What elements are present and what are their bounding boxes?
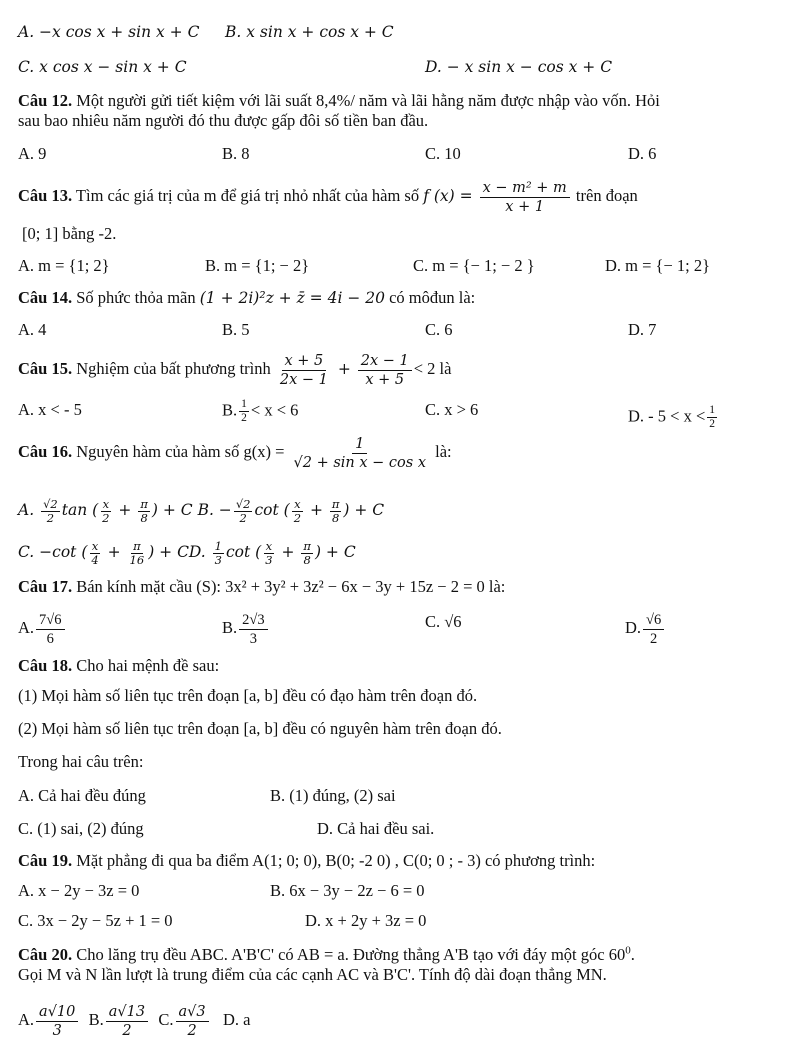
question-20	[18, 945, 635, 965]
prev-option-b: B. x sin x + cos x + C	[225, 23, 394, 41]
option-b: B. 5	[222, 320, 250, 339]
option-b-label: B.	[88, 1010, 104, 1029]
fraction	[263, 540, 274, 567]
question-label: Câu 17.	[18, 577, 73, 596]
denominator: 2	[650, 630, 658, 647]
question-text: Nghiệm của bất phương trình	[72, 359, 275, 378]
numerator: 7√6	[36, 611, 64, 630]
denominator: 6	[46, 630, 54, 647]
fraction	[643, 611, 664, 648]
question-text: Số phức thỏa mãn	[72, 288, 200, 307]
inequality-sign: < 2	[413, 359, 436, 378]
option-b: B. m = {1; − 2}	[205, 256, 310, 275]
denominator: 2	[187, 1022, 197, 1039]
question-label: Câu 20.	[18, 945, 73, 964]
question-13	[18, 178, 638, 216]
option-a: A. x − 2y − 3z = 0	[18, 881, 140, 900]
statement-2: (2) Mọi hàm số liên tục trên đoạn [a, b] đều có nguyên hàm trên đoạn đó.	[18, 719, 502, 738]
statement-1: (1) Mọi hàm số liên tục trên đoạn [a, b] đều có đạo hàm trên đoạn đó.	[18, 686, 478, 705]
statement-prompt: Trong hai câu trên:	[18, 752, 144, 771]
equation: (1 + 2i)²z + z̄ = 4i − 20	[199, 289, 385, 307]
fraction	[41, 498, 60, 525]
option-d: D. Cả hai đều sai.	[317, 819, 435, 838]
fraction	[138, 498, 150, 525]
question-label: Câu 18.	[18, 656, 73, 675]
option-a: A. 4	[18, 320, 47, 339]
question-text-end: .	[630, 945, 635, 964]
question-18	[18, 656, 219, 676]
question-16	[18, 432, 452, 472]
denominator: x + 1	[505, 198, 545, 215]
option-a-label: A.	[18, 1010, 35, 1029]
degree-superscript: 0	[625, 944, 631, 957]
numerator: x	[294, 496, 301, 511]
question-label: Câu 12.	[18, 91, 73, 110]
denominator: 4	[91, 552, 99, 567]
option-a-b-line: A. $\frac{√2}{2}$ tan ( $\frac{x}{2}$ + $\frac{\pi}{8}$ ) + C B. − $\frac{√2}{2}$ cot ( $\frac{x}{2}$ + $\frac{\pi}{8}$ ) + C	[18, 496, 385, 525]
denominator: 8	[331, 510, 340, 525]
prev-option-c: C. x cos x − sin x + C	[18, 58, 187, 76]
numerator: a√13	[106, 1003, 148, 1022]
option-text: ) + CD.	[148, 543, 211, 561]
fraction	[128, 540, 147, 567]
option-c-label: C.	[158, 1010, 174, 1029]
question-label: Câu 19.	[18, 851, 73, 870]
prev-option-a: A. −x cos x + sin x + C	[18, 23, 200, 41]
option-d: D. 7	[628, 320, 657, 339]
fraction	[106, 1003, 148, 1040]
question-14	[18, 288, 475, 308]
option-label: B.	[222, 618, 238, 637]
option-label: A.	[18, 501, 40, 519]
option-b: B. 6x − 3y − 2z − 6 = 0	[270, 881, 425, 900]
question-12	[18, 91, 660, 111]
option-a	[18, 608, 67, 648]
numerator: 1	[241, 398, 247, 410]
denominator: 8	[303, 552, 311, 567]
question-text-tail: trên đoạn	[571, 186, 638, 205]
numerator: x	[102, 496, 110, 511]
denominator: 2	[241, 412, 247, 424]
fraction	[234, 498, 253, 525]
fraction	[480, 179, 570, 216]
fraction	[330, 498, 342, 525]
denominator: x + 5	[365, 371, 405, 388]
question-text: Một người gửi tiết kiệm với lãi suất 8,4%/ năm và lãi hằng năm được nhập vào vốn. Hỏi	[72, 91, 660, 110]
fraction	[36, 611, 64, 648]
option-text: C. −cot (	[18, 543, 88, 561]
option-a: A. 9	[18, 144, 47, 163]
denominator: √2 + sin x − cos x	[293, 454, 426, 471]
option-d: D. a	[223, 1010, 251, 1029]
fraction	[301, 540, 313, 567]
numerator: π	[140, 496, 148, 511]
option-b: B. (1) đúng, (2) sai	[270, 786, 396, 805]
option-b	[222, 608, 270, 648]
fraction	[176, 1003, 209, 1040]
question-text: Tìm các giá trị của m để giá trị nhỏ nhất của hàm số	[72, 186, 424, 205]
option-text: tan (	[61, 501, 99, 519]
option-text: < x < 6	[250, 400, 299, 420]
fraction	[36, 1003, 78, 1040]
option-d	[628, 404, 719, 431]
option-a: A. x < - 5	[18, 400, 82, 419]
option-c-d-line: C. −cot ( $\frac{x}{4}$ + $\frac{\pi}{16}$ ) + CD. $\frac{1}{3}$ cot ( $\frac{x}{3}$ + $\frac{\pi}{8}$ ) + C	[18, 538, 356, 567]
denominator: 2	[102, 510, 110, 525]
denominator: 3	[249, 630, 257, 647]
question-text: Mặt phẳng đi qua ba điểm A(1; 0; 0), B(0; -2 0) , C(0; 0 ; - 3) có phương trình:	[72, 851, 596, 870]
denominator: 2x − 1	[279, 371, 328, 388]
numerator: √2	[235, 496, 251, 511]
numerator: 2x − 1	[358, 352, 412, 371]
fraction	[239, 611, 267, 648]
fraction	[292, 498, 303, 525]
denominator: 2	[46, 510, 55, 525]
denominator: 16	[129, 552, 145, 567]
option-c: C. m = {− 1; − 2 }	[413, 256, 535, 275]
numerator: 1	[352, 435, 367, 454]
option-label: B.	[222, 400, 238, 420]
question-text: Nguyên hàm của hàm số g(x) =	[72, 442, 289, 461]
option-label: A.	[18, 618, 35, 637]
question-20-line2: Gọi M và N lần lượt là trung điểm của các cạnh AC và B'C'. Tính độ dài đoạn thẳng MN.	[18, 965, 607, 984]
question-text: Cho hai mệnh đề sau:	[72, 656, 220, 675]
numerator: x + 5	[282, 352, 327, 371]
option-d	[625, 608, 666, 648]
numerator: 2√3	[239, 611, 267, 630]
option-text: ) + C	[314, 543, 356, 561]
numerator: x	[91, 538, 99, 553]
denominator: 2	[293, 510, 302, 525]
options-line	[18, 1000, 251, 1040]
question-12-line2: sau bao nhiêu năm người đó thu được gấp đôi số tiền ban đầu.	[18, 111, 429, 130]
question-label: Câu 16.	[18, 442, 73, 461]
option-b: B. 8	[222, 144, 250, 163]
option-a: A. Cả hai đều đúng	[18, 786, 146, 805]
numerator: 1	[709, 404, 716, 416]
option-d: D. m = {− 1; 2}	[605, 256, 711, 275]
fraction	[89, 540, 100, 567]
denominator: 3	[214, 552, 222, 567]
question-text: Cho lăng trụ đều ABC. A'B'C' có AB = a. Đường thẳng A'B tạo với đáy một góc 60	[72, 945, 626, 964]
fraction	[707, 404, 717, 431]
numerator: 1	[214, 538, 222, 553]
question-17	[18, 577, 505, 597]
question-19	[18, 851, 595, 871]
option-d: D. x + 2y + 3z = 0	[305, 911, 427, 930]
option-label: D.	[625, 618, 642, 637]
fraction	[239, 398, 249, 425]
numerator: π	[133, 538, 141, 553]
prev-option-d: D. − x sin x − cos x + C	[425, 58, 613, 76]
option-c: C. (1) sai, (2) đúng	[18, 819, 144, 838]
option-text: cot (	[254, 501, 290, 519]
numerator: a√3	[176, 1003, 209, 1022]
option-d: D. 6	[628, 144, 657, 163]
question-label: Câu 15.	[18, 359, 73, 378]
fraction	[291, 435, 429, 472]
denominator: 2	[709, 418, 716, 430]
numerator: x − m² + m	[480, 179, 570, 198]
question-text-tail: có môđun là:	[384, 288, 476, 307]
question-label: Câu 13.	[18, 186, 73, 205]
fraction-2	[358, 352, 412, 389]
denominator: 8	[140, 510, 148, 525]
numerator: x	[265, 538, 273, 553]
option-c: C. 10	[425, 144, 461, 163]
denominator: 2	[239, 510, 247, 525]
option-text: D. - 5 < x <	[628, 406, 706, 426]
numerator: √6	[643, 611, 664, 630]
numerator: √2	[43, 496, 58, 511]
question-label: Câu 14.	[18, 288, 73, 307]
fraction	[213, 540, 224, 567]
option-c: C. 3x − 2y − 5z + 1 = 0	[18, 911, 173, 930]
option-c: C. √6	[425, 612, 462, 631]
numerator: a√10	[36, 1003, 78, 1022]
option-text: ) + C B. −	[151, 501, 232, 519]
question-text-tail: là:	[431, 442, 452, 461]
denominator: 2	[122, 1022, 132, 1039]
question-text: Bán kính mặt cầu (S): 3x² + 3y² + 3z² − 6x − 3y + 15z − 2 = 0 là:	[72, 577, 506, 596]
denominator: 3	[265, 552, 273, 567]
numerator: π	[303, 538, 311, 553]
option-text: ) + C	[343, 501, 385, 519]
denominator: 3	[52, 1022, 62, 1039]
function-name: f (x) =	[423, 187, 478, 205]
question-13-line2: [0; 1] bằng -2.	[22, 224, 117, 243]
option-c: C. 6	[425, 320, 453, 339]
fraction-1	[277, 352, 331, 389]
option-b	[222, 398, 298, 425]
option-c: C. x > 6	[425, 400, 479, 419]
numerator: π	[331, 496, 340, 511]
option-a: A. m = {1; 2}	[18, 256, 110, 275]
question-15: Câu 15. Nghiệm của bất phương trình $\frac{x + 5}{2x - 1}$ + $\frac{2x - 1}{x + 5}$ < 2 là	[18, 352, 452, 388]
option-text: cot (	[226, 543, 262, 561]
fraction	[100, 498, 111, 525]
question-text-tail: là	[435, 359, 452, 378]
